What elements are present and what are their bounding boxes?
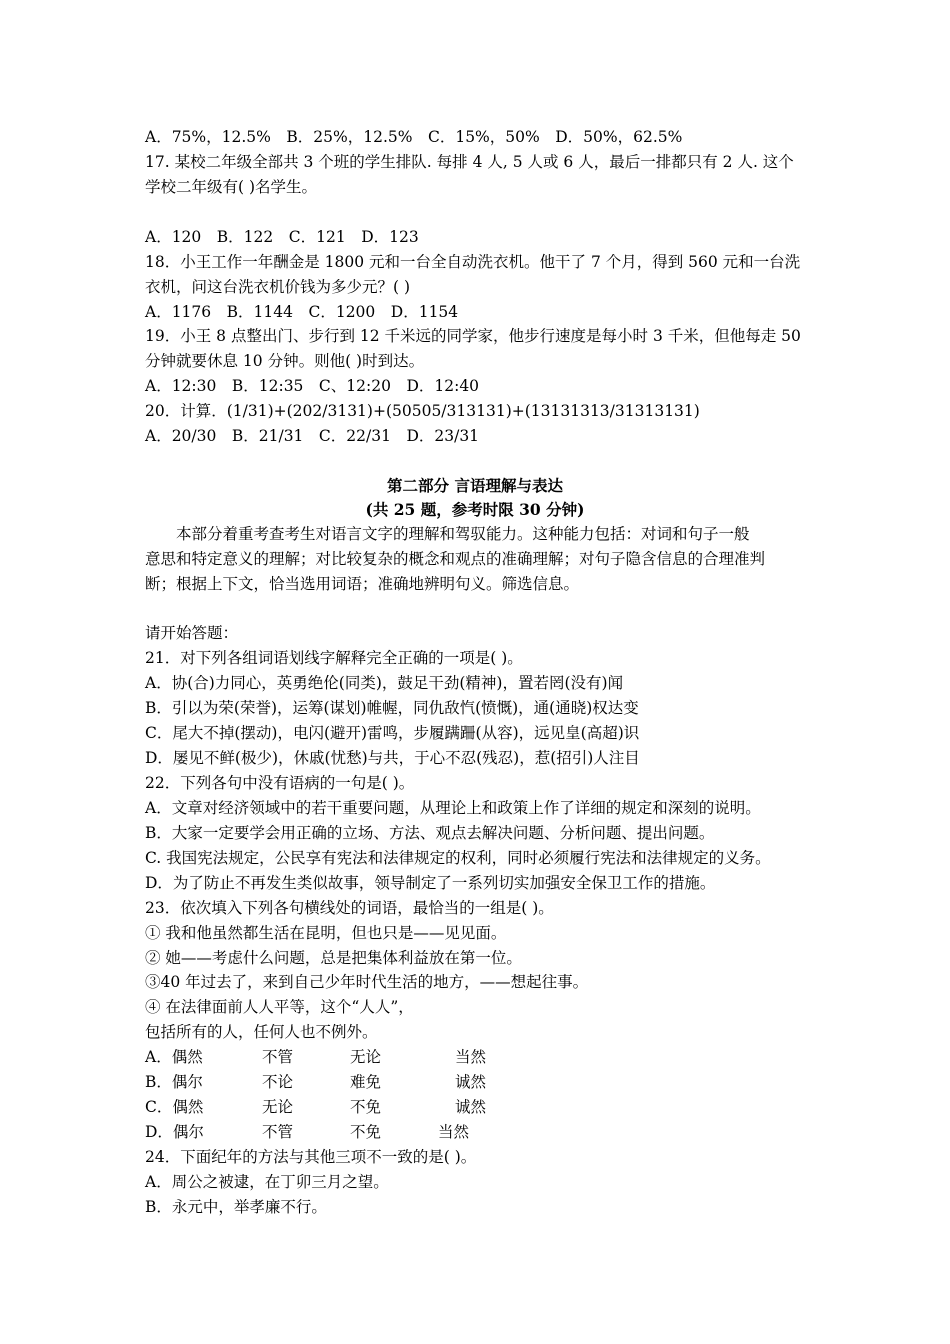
q17-options: A．120 B．122 C．121 D．123	[145, 228, 419, 246]
q24-option-b: B．永元中，举孝廉不行。	[145, 1198, 327, 1216]
section-intro-line1: 本部分着重考查考生对语言文字的理解和驾驭能力。这种能力包括：对词和句子一般	[145, 525, 750, 543]
start-prompt: 请开始答题：	[145, 624, 239, 642]
q23-option-word: 不免	[350, 1123, 382, 1141]
q23-option-word: 无论	[350, 1048, 382, 1066]
q22-option-d: D．为了防止不再发生类似故事，领导制定了一系列切实加强安全保卫工作的措施。	[145, 874, 716, 892]
q23-option-word: 当然	[455, 1048, 487, 1066]
q23-option-word: 不管	[262, 1123, 294, 1141]
q23-sentence-1: ① 我和他虽然都生活在昆明，但也只是——见见面。	[145, 924, 507, 942]
q23-option-word: 无论	[262, 1098, 294, 1116]
q22-option-c: C. 我国宪法规定，公民享有宪法和法律规定的权利，同时必须履行宪法和法律规定的义务。	[145, 849, 771, 867]
q23-option-word: 不管	[262, 1048, 294, 1066]
q22-option-a: A．文章对经济领域中的若干重要问题，从理论上和政策上作了详细的规定和深刻的说明。	[145, 799, 761, 817]
q23-stem: 23．依次填入下列各句横线处的词语，最恰当的一组是( )。	[145, 899, 554, 917]
section-intro-line2: 意思和特定意义的理解；对比较复杂的概念和观点的准确理解；对句子隐含信息的合理准判	[145, 550, 766, 568]
q21-option-d: D．屡见不鲜(极少)，休戚(忧愁)与共，于心不忍(残忍)，惹(招引)人注目	[145, 749, 640, 767]
q21-stem: 21．对下列各组词语划线字解释完全正确的一项是( )。	[145, 649, 523, 667]
q23-option-word: 不论	[262, 1073, 294, 1091]
section-subtitle: (共 25 题，参考时限 30 分钟)	[365, 500, 585, 519]
q23-option-word: 诚然	[455, 1098, 487, 1116]
q23-option-label: C．偶然	[145, 1098, 204, 1116]
q17-stem-line2: 学校二年级有( )名学生。	[145, 178, 318, 196]
q18-options: A．1176 B．1144 C．1200 D．1154	[145, 303, 459, 321]
q23-option-word: 当然	[438, 1123, 470, 1141]
q21-option-b: B．引以为荣(荣誉)，运筹(谋划)帷幄，同仇敌忾(愤慨)，通(通晓)权达变	[145, 699, 639, 717]
section-intro-line3: 断；根据上下文，恰当选用词语；准确地辨明句义。筛选信息。	[145, 575, 580, 593]
q22-stem: 22．下列各句中没有语病的一句是( )。	[145, 774, 415, 792]
q24-stem: 24．下面纪年的方法与其他三项不一致的是( )。	[145, 1148, 477, 1166]
q20-options: A．20/30 B．21/31 C．22/31 D．23/31	[145, 427, 480, 445]
q19-stem-line1: 19．小王 8 点整出门、步行到 12 千米远的同学家，他步行速度是每小时 3 千米，但他每走 50	[145, 327, 801, 345]
q23-sentence-4b: 包括所有的人，任何人也不例外。	[145, 1023, 378, 1041]
section-title: 第二部分 言语理解与表达	[387, 476, 563, 495]
q23-option-label: B．偶尔	[145, 1073, 203, 1091]
q20-stem: 20．计算．(1/31)+(202/3131)+(50505/313131)+(13131313/31313131)	[145, 402, 700, 420]
q19-options: A．12:30 B．12:35 C、12:20 D．12:40	[145, 377, 480, 395]
q23-sentence-4a: ④ 在法律面前人人平等，这个“人人”，	[145, 998, 414, 1016]
q16-options: A．75%，12.5% B．25%，12.5% C．15%，50% D．50%，62.5%	[145, 128, 683, 146]
q23-option-label: A．偶然	[145, 1048, 203, 1066]
q18-stem-line2: 衣机，问这台洗衣机价钱为多少元？( )	[145, 278, 411, 296]
q18-stem-line1: 18．小王工作一年酬金是 1800 元和一台全自动洗衣机。他干了 7 个月，得到 560 元和一台洗	[145, 253, 801, 271]
q21-option-c: C．尾大不掉(摆动)，电闪(避开)雷鸣，步履蹒跚(从容)，远见皇(高超)识	[145, 724, 640, 742]
q23-option-word: 诚然	[455, 1073, 487, 1091]
q23-sentence-3: ③40 年过去了，来到自己少年时代生活的地方，——想起往事。	[145, 973, 589, 991]
q24-option-a: A．周公之被逮，在丁卯三月之望。	[145, 1173, 389, 1191]
q23-sentence-2: ② 她——考虑什么问题，总是把集体利益放在第一位。	[145, 949, 522, 967]
q21-option-a: A．协(合)力同心，英勇绝伦(同类)，鼓足干劲(精神)，置若罔(没有)闻	[145, 674, 624, 692]
q17-stem-line1: 17. 某校二年级全部共 3 个班的学生排队. 每排 4 人, 5 人或 6 人，最后一排都只有 2 人. 这个	[145, 153, 794, 171]
q19-stem-line2: 分钟就要休息 10 分钟。则他( )时到达。	[145, 352, 425, 370]
q23-option-word: 不免	[350, 1098, 382, 1116]
q22-option-b: B．大家一定要学会用正确的立场、方法、观点去解决问题、分析问题、提出问题。	[145, 824, 715, 842]
q23-option-label: D．偶尔	[145, 1123, 204, 1141]
q23-option-word: 难免	[350, 1073, 382, 1091]
